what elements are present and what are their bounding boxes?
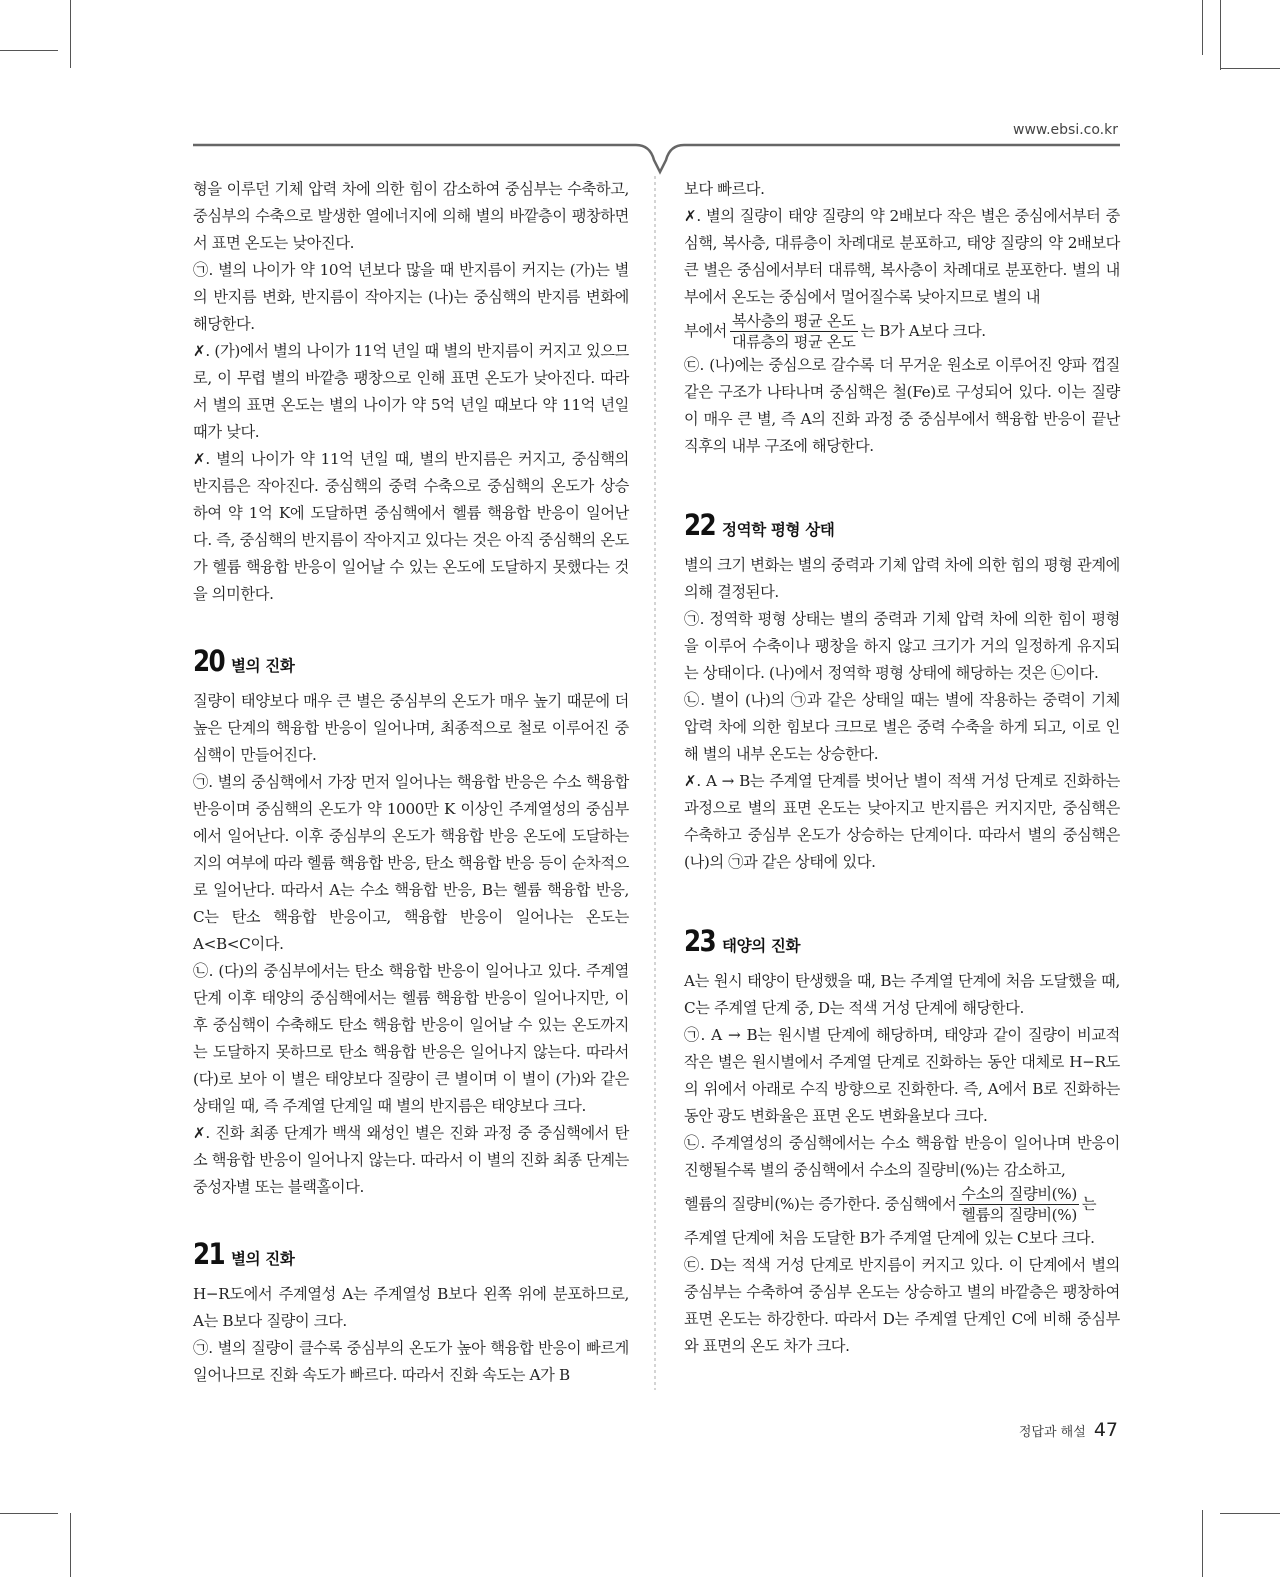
- section-number: 22: [684, 508, 715, 542]
- paragraph: ㉡. 별이 (나)의 ㉠과 같은 상태일 때는 별에 작용하는 중력이 기체 압력 차에 의한 힘보다 크므로 별은 중력 수축을 하게 되고, 이로 인해 별의 내부 온도는 상승한다.: [684, 691, 1120, 763]
- section-title: 정역학 평형 상태: [722, 521, 835, 539]
- fraction-numerator: 복사층의 평균 온도: [731, 312, 856, 330]
- section-20-heading: [193, 644, 629, 682]
- page-number: 47: [1093, 1419, 1118, 1441]
- fraction: [730, 311, 858, 352]
- section-title: 태양의 진화: [722, 937, 801, 955]
- section-number: 20: [193, 644, 224, 678]
- fraction-numerator: 수소의 질량비(%): [961, 1185, 1077, 1203]
- paragraph: ㉠. A → B는 원시별 단계에 해당하며, 태양과 같이 질량이 비교적 작은 별은 원시별에서 주계열 단계로 진화하는 동안 대체로 H−R도의 위에서 아래로 수직 방향으로 진화한다. 즉, A에서 B로 진화하는 동안 광도 변화율은 표면 온도 변화율보다 크다.: [684, 1026, 1120, 1125]
- paragraph: ㉠. 정역학 평형 상태는 별의 중력과 기체 압력 차에 의한 힘이 평형을 이루어 수축이나 팽창을 하지 않고 크기가 거의 일정하게 유지되는 상태이다. (나)에서 정역학 평형 상태에 해당하는 것은 ㉡이다.: [684, 610, 1120, 682]
- fraction-denominator: 대류층의 평균 온도: [731, 333, 856, 351]
- paragraph: ✗. 진화 최종 단계가 백색 왜성인 별은 진화 과정 중 중심핵에서 탄소 핵융합 반응이 일어나지 않는다. 따라서 이 별의 진화 최종 단계는 중성자별 또는 블랙홀이다.: [193, 1124, 629, 1196]
- paragraph: ✗. 별의 질량이 태양 질량의 약 2배보다 작은 별은 중심에서부터 중심핵, 복사층, 대류층이 차례대로 분포하고, 태양 질량의 약 2배보다 큰 별은 중심에서부터 대류핵, 복사층이 차례대로 분포한다. 별의 내부에서 온도는 중심에서 멀어질수록 낮아지므로 별의 내: [684, 207, 1120, 306]
- section-21-heading: [193, 1237, 629, 1275]
- right-column: [684, 176, 1120, 1360]
- paragraph: ㉢. D는 적색 거성 단계로 반지름이 커지고 있다. 이 단계에서 별의 중심부는 수축하여 중심부 온도는 상승하고 별의 바깥층은 팽창하여 표면 온도는 하강한다. 따라서 D는 주계열 단계인 C에 비해 중심부와 표면의 온도 차가 크다.: [684, 1256, 1120, 1355]
- paragraph: ㉢. (나)에는 중심으로 갈수록 더 무거운 원소로 이루어진 양파 껍질 같은 구조가 나타나며 중심핵은 철(Fe)로 구성되어 있다. 이는 질량이 매우 큰 별, 즉 A의 진화 과정 중 중심부에서 핵융합 반응이 끝난 직후의 내부 구조에 해당한다.: [684, 356, 1120, 455]
- paragraph: 질량이 태양보다 매우 큰 별은 중심부의 온도가 매우 높기 때문에 더 높은 단계의 핵융합 반응이 일어나며, 최종적으로 철로 이루어진 중심핵이 만들어진다.: [193, 692, 629, 764]
- section-number: 21: [193, 1237, 224, 1271]
- section-number: 23: [684, 924, 715, 958]
- left-column: [193, 176, 629, 1389]
- page-footer: [1019, 1419, 1118, 1441]
- section-22-heading: [684, 508, 1120, 546]
- paragraph: ㉡. 주계열성의 중심핵에서는 수소 핵융합 반응이 일어나며 반응이 진행될수록 별의 중심핵에서 수소의 질량비(%)는 감소하고,: [684, 1134, 1120, 1179]
- paragraph: ㉠. 별의 나이가 약 10억 년보다 많을 때 반지름이 커지는 (가)는 별의 반지름 변화, 반지름이 작아지는 (나)는 중심핵의 반지름 변화에 해당한다.: [193, 261, 629, 333]
- paragraph: ✗. A → B는 주계열 단계를 벗어난 별이 적색 거성 단계로 진화하는 과정으로 별의 표면 온도는 낮아지고 반지름은 커지지만, 중심핵은 수축하고 중심부 온도가 상승하는 단계이다. 따라서 별의 중심핵은 (나)의 ㉠과 같은 상태에 있다.: [684, 772, 1120, 871]
- paragraph: 형을 이루던 기체 압력 차에 의한 힘이 감소하여 중심부는 수축하고, 중심부의 수축으로 발생한 열에너지에 의해 별의 바깥층이 팽창하면서 표면 온도는 낮아진다.: [193, 180, 629, 252]
- section-23-heading: [684, 924, 1120, 962]
- paragraph: 주계열 단계에 처음 도달한 B가 주계열 단계에 있는 C보다 크다.: [684, 1229, 1095, 1247]
- paragraph: H−R도에서 주계열성 A는 주계열성 B보다 왼쪽 위에 분포하므로, A는 B보다 질량이 크다.: [193, 1285, 629, 1330]
- site-url: www.ebsi.co.kr: [1013, 122, 1118, 138]
- paragraph: 별의 크기 변화는 별의 중력과 기체 압력 차에 의한 힘의 평형 관계에 의해 결정된다.: [684, 556, 1120, 601]
- text: 헬륨의 질량비(%)는 증가한다. 중심핵에서: [684, 1195, 957, 1213]
- paragraph: ㉠. 별의 중심핵에서 가장 먼저 일어나는 핵융합 반응은 수소 핵융합 반응이며 중심핵의 온도가 약 1000만 K 이상인 주계열성의 중심부에서 일어난다. 이후 중심부의 온도가 핵융합 반응 온도에 도달하는지의 여부에 따라 헬륨 핵융합 반응, 탄소 핵융합 반응 등이 순차적으로 일어난다. 따라서 A는 수소 핵융합 반응, B는 헬륨 핵융합 반응, C는 탄소 핵융합 반응이고, 핵융합 반응이 일어나는 온도는 A<B<C이다.: [193, 773, 629, 953]
- section-title: 별의 진화: [231, 1250, 295, 1268]
- fraction-line: [684, 1184, 1120, 1225]
- paragraph: ㉠. 별의 질량이 클수록 중심부의 온도가 높아 핵융합 반응이 빠르게 일어나므로 진화 속도가 빠르다. 따라서 진화 속도는 A가 B: [193, 1339, 629, 1384]
- fraction-denominator: 헬륨의 질량비(%): [961, 1206, 1077, 1224]
- paragraph: ✗. 별의 나이가 약 11억 년일 때, 별의 반지름은 커지고, 중심핵의 반지름은 작아진다. 중심핵의 중력 수축으로 중심핵의 온도가 상승하여 약 1억 K에 도달하면 중심핵에서 헬륨 핵융합 반응이 일어난다. 즉, 중심핵의 반지름이 작아지고 있다는 것은 아직 중심핵의 온도가 헬륨 핵융합 반응이 일어날 수 있는 온도에 도달하지 못했다는 것을 의미한다.: [193, 450, 629, 603]
- paragraph: ✗. (가)에서 별의 나이가 11억 년일 때 별의 반지름이 커지고 있으므로, 이 무렵 별의 바깥층 팽창으로 인해 표면 온도가 낮아진다. 따라서 별의 표면 온도는 별의 나이가 약 5억 년일 때보다 약 11억 년일 때가 낮다.: [193, 342, 629, 441]
- paragraph: 보다 빠르다.: [684, 180, 765, 198]
- section-title: 별의 진화: [231, 657, 295, 675]
- text: 부에서: [684, 322, 727, 340]
- text: 는: [1081, 1195, 1097, 1213]
- fraction-line: [684, 311, 1120, 352]
- footer-label: 정답과 해설: [1018, 1425, 1086, 1440]
- fraction: [959, 1184, 1079, 1225]
- paragraph: ㉡. (다)의 중심부에서는 탄소 핵융합 반응이 일어나고 있다. 주계열 단계 이후 태양의 중심핵에서는 헬륨 핵융합 반응이 일어나지만, 이후 중심핵이 수축해도 탄소 핵융합 반응이 일어날 수 있는 온도까지는 도달하지 못하므로 탄소 핵융합 반응은 일어나지 않는다. 따라서 (다)로 보아 이 별은 태양보다 질량이 큰 별이며 이 별이 (가)와 같은 상태일 때, 즉 주계열 단계일 때 별의 반지름은 태양보다 크다.: [193, 962, 629, 1115]
- text: 는 B가 A보다 크다.: [860, 322, 986, 340]
- paragraph: A는 원시 태양이 탄생했을 때, B는 주계열 단계에 처음 도달했을 때, C는 주계열 단계 중, D는 적색 거성 단계에 해당한다.: [684, 972, 1120, 1017]
